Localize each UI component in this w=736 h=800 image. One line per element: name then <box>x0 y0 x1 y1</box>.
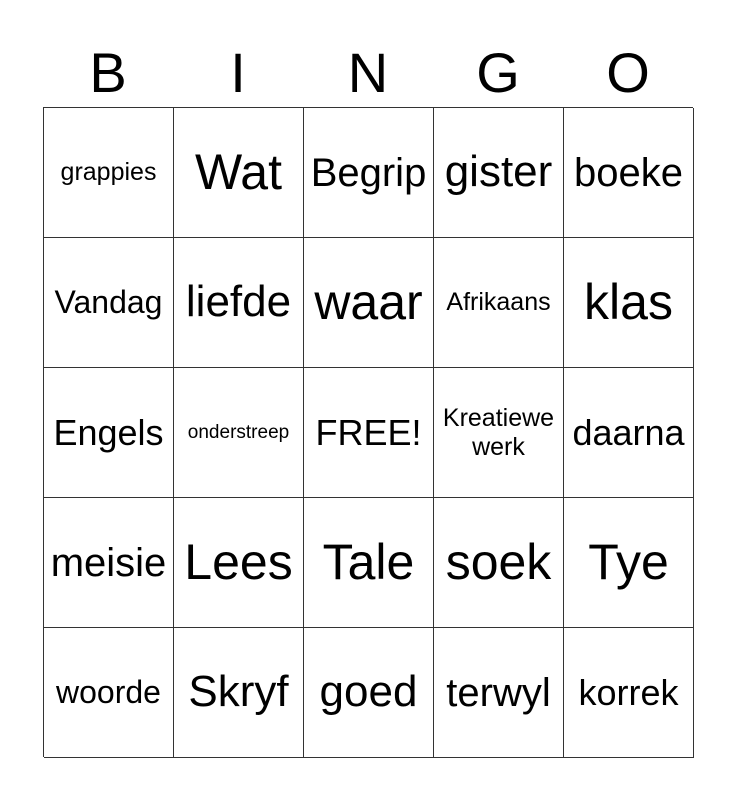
bingo-cell[interactable]: gister <box>434 108 564 238</box>
bingo-cell[interactable]: klas <box>564 238 694 368</box>
header-letter-b: B <box>89 41 127 104</box>
free-cell[interactable]: FREE! <box>304 368 434 498</box>
bingo-cell[interactable]: meisie <box>44 498 174 628</box>
bingo-cell[interactable]: Kreatiewe werk <box>434 368 564 498</box>
bingo-cell[interactable]: Begrip <box>304 108 434 238</box>
bingo-cell[interactable]: waar <box>304 238 434 368</box>
bingo-cell[interactable]: boeke <box>564 108 694 238</box>
header-letter-n: N <box>347 41 389 104</box>
bingo-cell[interactable]: grappies <box>44 108 174 238</box>
bingo-cell[interactable]: Tye <box>564 498 694 628</box>
header-letter-i: I <box>230 41 246 104</box>
bingo-cell[interactable]: Skryf <box>174 628 304 758</box>
bingo-cell[interactable]: goed <box>304 628 434 758</box>
bingo-cell[interactable]: daarna <box>564 368 694 498</box>
bingo-cell[interactable]: Engels <box>44 368 174 498</box>
header-letter-o: O <box>606 41 650 104</box>
bingo-cell[interactable]: terwyl <box>434 628 564 758</box>
bingo-cell[interactable]: korrek <box>564 628 694 758</box>
bingo-cell[interactable]: Lees <box>174 498 304 628</box>
bingo-cell[interactable]: woorde <box>44 628 174 758</box>
bingo-cell[interactable]: liefde <box>174 238 304 368</box>
bingo-board <box>43 107 693 757</box>
bingo-cell[interactable]: Afrikaans <box>434 238 564 368</box>
bingo-header <box>43 40 693 106</box>
bingo-cell[interactable]: onderstreep <box>174 368 304 498</box>
bingo-cell[interactable]: Vandag <box>44 238 174 368</box>
bingo-cell[interactable]: Wat <box>174 108 304 238</box>
bingo-cell[interactable]: Tale <box>304 498 434 628</box>
header-letter-g: G <box>476 41 520 104</box>
bingo-cell[interactable]: soek <box>434 498 564 628</box>
